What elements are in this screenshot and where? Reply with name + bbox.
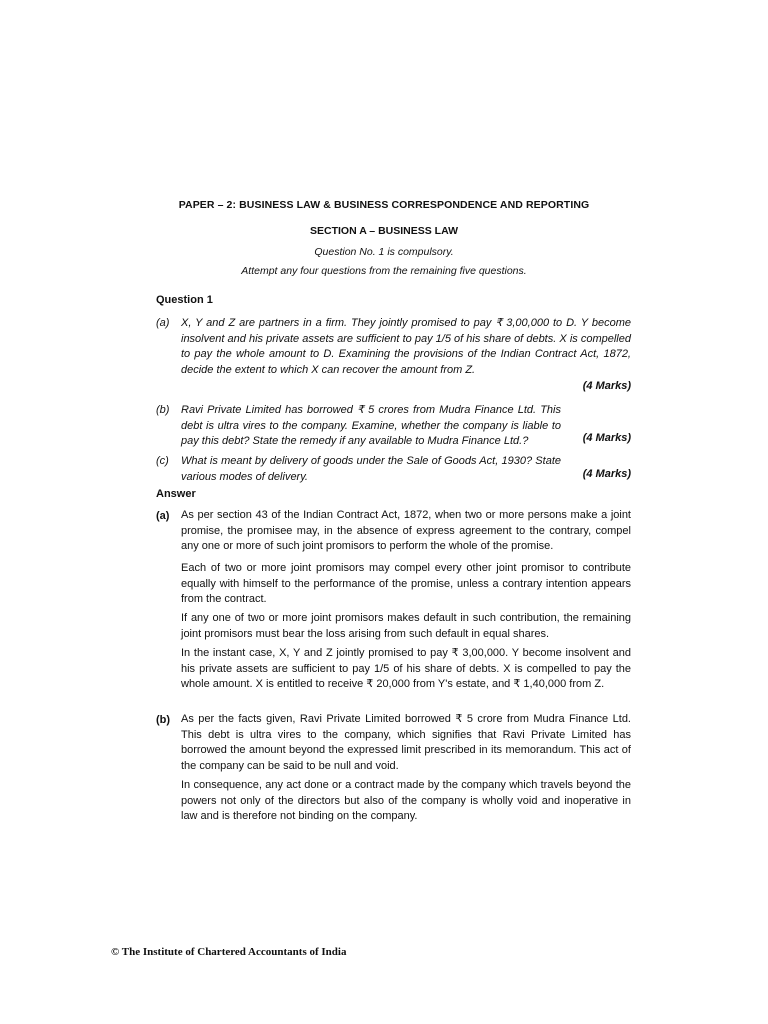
question-part-label: (a) [156, 317, 170, 329]
answer-paragraph: In the instant case, X, Y and Z jointly promised to pay ₹ 3,00,000. Y become insolvent and his private assets are sufficient to pay 1/5 of his share of debts. X is compelled to pay the whole amount. X is entitled to receive ₹ 20,000 from Y's estate, and ₹ 1,40,000 from Z. [181, 647, 631, 690]
answer-paragraph: If any one of two or more joint promisors makes default in such contribution, the remaining joint promisors must bear the loss arising from such default in equal shares. [181, 612, 631, 640]
question-part-text: What is meant by delivery of goods under the Sale of Goods Act, 1930? State various modes of delivery. [181, 455, 561, 483]
marks-label: (4 Marks) [582, 380, 631, 392]
instruction-compulsory: Question No. 1 is compulsory. [314, 246, 454, 258]
answer-paragraph: As per the facts given, Ravi Private Limited borrowed ₹ 5 crore from Mudra Finance Ltd. This debt is ultra vires to the company, which signifies that Ravi Private Limited has borrowed the amount beyond the expressed limit prescribed in its memorandum. This act of the company can be said to be null and void. [181, 713, 631, 772]
paper-title: PAPER – 2: BUSINESS LAW & BUSINESS CORRESPONDENCE AND REPORTING [178, 199, 590, 211]
question-part-text: Ravi Private Limited has borrowed ₹ 5 crores from Mudra Finance Ltd. This debt is ultra vires to the company. Examine, whether the company is liable to pay this debt? State the remedy if any available to Mudra Finance Ltd.? [181, 404, 561, 447]
section-title: SECTION A – BUSINESS LAW [310, 225, 458, 237]
question-part-label: (c) [156, 455, 169, 467]
answer-paragraph: As per section 43 of the Indian Contract Act, 1872, when two or more persons make a joint promise, the promisee may, in the absence of express agreement to the contrary, compel any one or more of such joint promisors to perform the whole of the promise. [181, 509, 631, 552]
marks-label: (4 Marks) [582, 468, 631, 480]
answer-part-label: (a) [156, 510, 170, 522]
question-heading: Question 1 [156, 294, 213, 306]
marks-label: (4 Marks) [582, 432, 631, 444]
copyright-footer: © The Institute of Chartered Accountants of India [111, 946, 347, 958]
answer-paragraph: In consequence, any act done or a contract made by the company which travels beyond the powers not only of the directors but also of the company is wholly void and inoperative in law and is therefore not binding on the company. [181, 779, 631, 822]
answer-paragraph: Each of two or more joint promisors may compel every other joint promisor to contribute equally with himself to the performance of the promise, unless a contrary intention appears from the contract. [181, 562, 631, 605]
answer-heading: Answer [156, 488, 196, 500]
question-part-text: X, Y and Z are partners in a firm. They jointly promised to pay ₹ 3,00,000 to D. Y become insolvent and his private assets are sufficient to pay 1/5 of his share of debts. X is compelled to pay the whole amount to D. Examining the provisions of the Indian Contract Act, 1872, decide the extent to which X can recover the amount from Z. [181, 317, 631, 376]
question-part-label: (b) [156, 404, 170, 416]
answer-part-label: (b) [156, 714, 171, 726]
instruction-attempt: Attempt any four questions from the remaining five questions. [241, 265, 527, 277]
